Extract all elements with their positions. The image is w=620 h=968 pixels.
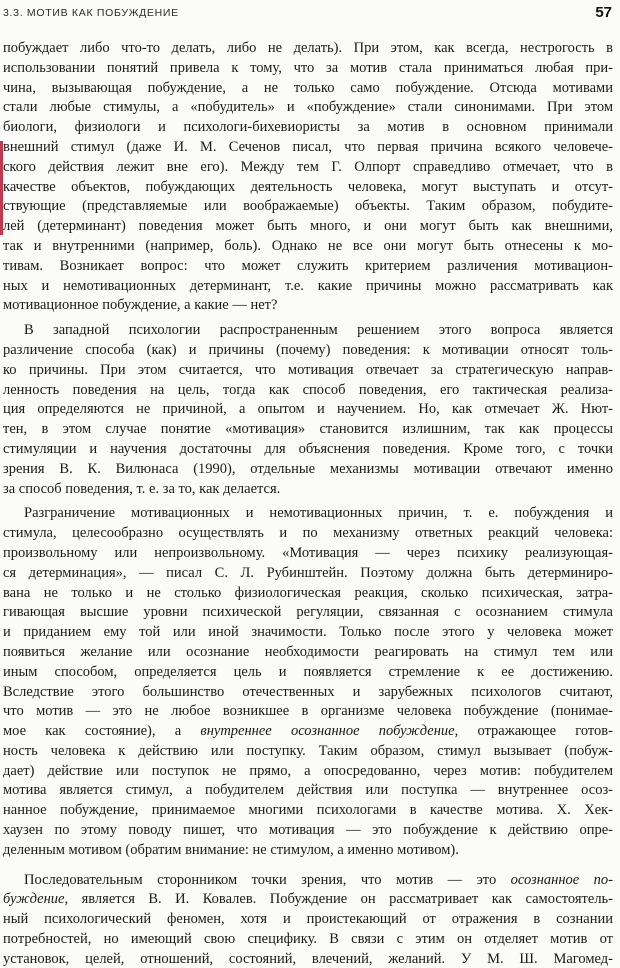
text-run: что мотив — это не любое возникшее в организме человека побуждение (понимае- xyxy=(3,703,613,720)
text-line xyxy=(3,781,613,801)
text-run: тен, в этом случае понятие «мотивация» становится излишним, так как процессы xyxy=(3,421,613,438)
text-run: побуждает либо что-то делать, либо не делать). При этом, как всегда, нестрогость в xyxy=(3,40,613,56)
text-run: так и внутренними (например, боль). Однако не все они могут быть отнесены к мо- xyxy=(3,237,613,254)
paragraph xyxy=(3,871,613,968)
text-line xyxy=(3,871,613,891)
text-run: биологи, физиологи и психологи-бихевиористы за мотив в основном принимали xyxy=(3,119,613,136)
text-line xyxy=(3,400,613,420)
text-run: отражающее готов- xyxy=(458,723,613,740)
text-line xyxy=(3,702,613,722)
text-line xyxy=(3,361,613,381)
paragraph xyxy=(3,39,613,316)
text-line xyxy=(3,722,613,742)
text-run: ствующие (представляемые или воображаемые) объекты. Таким образом, побудите- xyxy=(3,198,613,215)
text-run: мотива является стимул, а побудителем действия или поступка — внутреннее осоз- xyxy=(3,782,613,799)
text-line xyxy=(3,584,613,604)
text-run: является В. И. Ковалев. Побуждение он рассматривает как самостоятель- xyxy=(68,891,613,908)
text-run: различение способа (как) и причины (почему) поведения: к мотивации относят толь- xyxy=(3,341,613,358)
italic-text-run: буждение, xyxy=(3,891,69,908)
page-body xyxy=(3,39,613,968)
text-line xyxy=(3,138,613,158)
text-line xyxy=(3,341,613,361)
text-run: появиться желание или осознание необходимости реагировать на стимул тем или xyxy=(3,643,613,660)
italic-text-run: внутреннее осознанное побуждение, xyxy=(200,723,459,740)
text-run: ся детерминация», — писал С. Л. Рубинштейн. Поэтому должна быть детерминиро- xyxy=(3,564,613,581)
text-line xyxy=(3,643,613,663)
text-run: использовании понятий привела к тому, что за мотив стала приниматься любая при- xyxy=(3,59,613,76)
text-line xyxy=(3,762,613,782)
text-run: нанное побуждение, принимаемое многими психологами в качестве мотива. Х. Хек- xyxy=(3,802,613,819)
text-run: Последовательным сторонником точки зрения, что мотив — это xyxy=(24,871,511,888)
text-run: ского действия лежит вне его). Между тем Г. Олпорт справедливо отмечает, что в xyxy=(3,158,613,175)
text-line xyxy=(3,277,613,297)
text-line xyxy=(3,440,613,460)
text-run: стимула, целесообразно осуществлять и по механизму ответных реакций человека: xyxy=(3,525,613,542)
text-line xyxy=(3,504,613,524)
text-run: гивающая высшие уровни психической регуляции, связанная с осознанием стимула xyxy=(3,604,613,621)
text-run: ность человека к действию или поступку. Таким образом, стимул вызывает (побуж- xyxy=(3,742,613,759)
text-run: мотивационное побуждение, а какие — нет? xyxy=(3,297,278,314)
text-line xyxy=(3,603,613,623)
paragraph xyxy=(3,321,613,499)
text-line xyxy=(3,158,613,178)
text-run: и приданием ему той или иной значимости. Только после этого у человека может xyxy=(3,624,613,641)
text-line xyxy=(3,197,613,217)
text-line xyxy=(3,480,613,500)
text-line xyxy=(3,98,613,118)
text-line xyxy=(3,930,613,950)
text-line xyxy=(3,217,613,237)
text-run: качестве объектов, побуждающих деятельность человека, могут выступать и отсут- xyxy=(3,178,613,195)
text-line xyxy=(3,663,613,683)
text-run: стали любые стимулы, а «побудитель» и «побуждение» стали синонимами. При этом xyxy=(3,99,613,116)
page-number: 57 xyxy=(595,4,612,21)
text-line xyxy=(3,237,613,257)
text-run: зрения В. К. Вилюнаса (1990), отдельные механизмы мотивации отвечают именно xyxy=(3,460,613,477)
text-run: мое как состояние), а xyxy=(3,723,201,740)
text-line xyxy=(3,178,613,198)
text-run: вана не только и не столько физиологическая реакция, сколько психическая, затра- xyxy=(3,584,613,601)
paragraph xyxy=(3,504,613,860)
text-line xyxy=(3,801,613,821)
text-line xyxy=(3,59,613,79)
text-run: иным способом, определяется цель и появляется стремление к ее достижению. xyxy=(3,663,613,680)
text-run: ко причины. При этом считается, что мотивация отвечает за стратегическую направ- xyxy=(3,361,613,378)
text-line xyxy=(3,321,613,341)
running-header xyxy=(3,4,612,21)
text-run: тивам. Возникает вопрос: что может служить критерием различения мотивацион- xyxy=(3,257,613,274)
text-line xyxy=(3,821,613,841)
text-line xyxy=(3,890,613,910)
text-line xyxy=(3,841,613,861)
text-run: деленным мотивом (обратим внимание: не стимулом, а именно мотивом). xyxy=(3,841,459,858)
text-run: хаузен по этому поводу пишет, что мотивация — это побуждение к действию опре- xyxy=(3,822,613,839)
text-line xyxy=(3,39,613,59)
text-line xyxy=(3,460,613,480)
text-line xyxy=(3,564,613,584)
text-line xyxy=(3,296,613,316)
text-run: чина, вызывающая побуждение, а не только само побуждение. Отсюда мотивами xyxy=(3,79,613,96)
text-run: В западной психологии распространенным решением этого вопроса является xyxy=(24,322,613,339)
text-run: ный психологический феномен, хотя и проистекающий от отражения в сознании xyxy=(3,911,613,928)
text-line xyxy=(3,79,613,99)
text-line xyxy=(3,381,613,401)
text-line xyxy=(3,683,613,703)
text-run: ция определяются не причиной, а опытом и научением. Но, как отмечает Ж. Нют- xyxy=(3,401,613,418)
text-run: за способ поведения, т. е. за то, как делается. xyxy=(3,480,281,497)
text-run: стимуляции и научения достаточны для объяснения поведения. Кроме того, с точки xyxy=(3,440,613,457)
text-run: ленность поведения на цель, тогда как способ поведения, его тактическая реализа- xyxy=(3,381,613,398)
text-line xyxy=(3,544,613,564)
text-line xyxy=(3,118,613,138)
italic-text-run: осознанное по- xyxy=(510,871,613,888)
text-line xyxy=(3,420,613,440)
text-run: установок, целей, отношений, состояний, влечений, желаний. У М. Ш. Магомед- xyxy=(3,950,613,967)
text-run: Разграничение мотивационных и немотивационных причин, т. е. побуждения и xyxy=(24,505,613,522)
text-run: потребностей, но имеющий свою специфику. В связи с этим он отделяет мотив от xyxy=(3,931,613,948)
text-run: произвольному или непроизвольному. «Мотивация — через психику реализующая- xyxy=(3,544,613,561)
text-line xyxy=(3,742,613,762)
text-line xyxy=(3,257,613,277)
text-run: Вследствие этого большинство отечественных и зарубежных психологов считают, xyxy=(3,683,613,700)
text-run: лей (детерминант) поведения может быть много, и они могут быть как внешними, xyxy=(3,218,613,235)
text-line xyxy=(3,950,613,968)
text-line xyxy=(3,623,613,643)
text-run: дает) действие или поступок не прямо, а опосредованно, через мотив: побудителем xyxy=(3,762,613,779)
text-line xyxy=(3,524,613,544)
text-line xyxy=(3,910,613,930)
text-run: ных и немотивационных детерминант, т.е. какие причины можно рассматривать как xyxy=(3,277,613,294)
text-run: внешний стимул (даже И. М. Сеченов писал, что первая причина всякого человече- xyxy=(3,138,613,155)
section-title: 3.3. МОТИВ КАК ПОБУЖДЕНИЕ xyxy=(3,7,179,19)
